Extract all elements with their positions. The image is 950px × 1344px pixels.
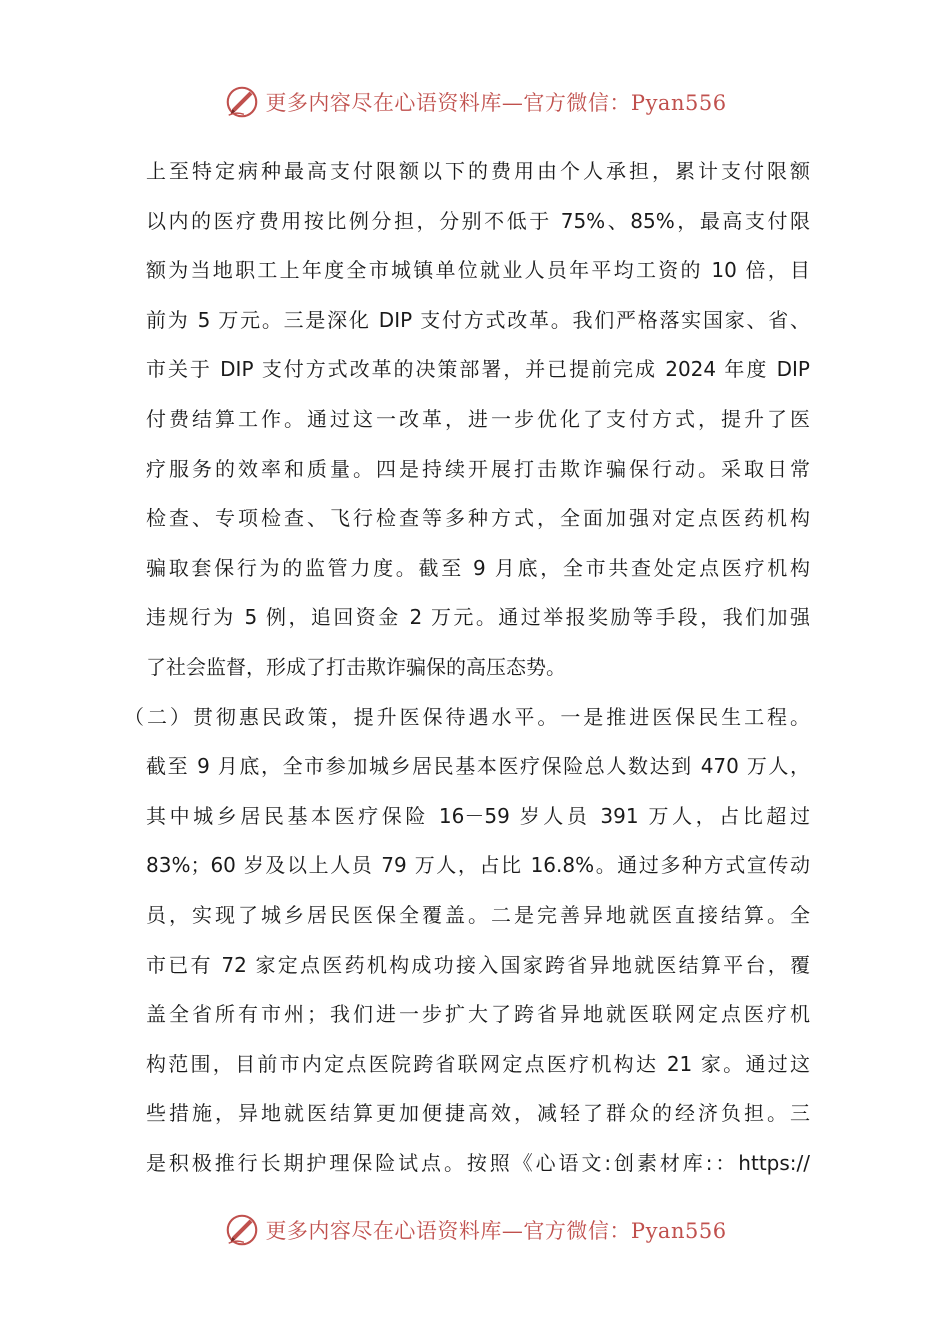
banner-text: 更多内容尽在心语资料库—官方微信：Pyan556 [265, 1219, 727, 1243]
section-heading-line: （二）贯彻惠民政策，提升医保待遇水平。一是推进医保民生工程。 [124, 704, 810, 729]
text-line: 是积极推行长期护理保险试点。按照《心语文:创素材库:：https:// [146, 1150, 810, 1175]
text-line: 些措施，异地就医结算更加便捷高效，减轻了群众的经济负担。三 [146, 1101, 810, 1126]
text-line: 骗取套保行为的监管力度。截至 9 月底，全市共查处定点医疗机构 [146, 555, 810, 580]
text-line: 市已有 72 家定点医药机构成功接入国家跨省异地就医结算平台，覆 [146, 952, 810, 977]
footer-banner [0, 1210, 950, 1250]
pen-logo-icon [223, 1211, 261, 1249]
text-line: 其中城乡居民基本医疗保险 16－59 岁人员 391 万人，占比超过 [146, 803, 810, 828]
text-line: 前为 5 万元。三是深化 DIP 支付方式改革。我们严格落实国家、省、 [146, 307, 810, 332]
text-line: 构范围，目前市内定点医院跨省联网定点医疗机构达 21 家。通过这 [146, 1051, 810, 1076]
document-body [124, 147, 810, 1188]
text-line: 83%；60 岁及以上人员 79 万人，占比 16.8%。通过多种方式宣传动 [146, 853, 810, 878]
text-line: 疗服务的效率和质量。四是持续开展打击欺诈骗保行动。采取日常 [146, 456, 810, 481]
header-banner [0, 82, 950, 122]
text-line: 员，实现了城乡居民医保全覆盖。二是完善异地就医直接结算。全 [146, 902, 810, 927]
text-line: 付费结算工作。通过这一改革，进一步优化了支付方式，提升了医 [146, 406, 810, 431]
banner-text: 更多内容尽在心语资料库—官方微信：Pyan556 [265, 91, 727, 115]
text-line: 了社会监督，形成了打击欺诈骗保的高压态势。 [146, 654, 566, 679]
text-line: 检查、专项检查、飞行检查等多种方式，全面加强对定点医药机构 [146, 506, 810, 531]
text-line: 上至特定病种最高支付限额以下的费用由个人承担，累计支付限额 [146, 159, 810, 183]
pen-logo-icon [223, 83, 261, 121]
text-line: 截至 9 月底，全市参加城乡居民基本医疗保险总人数达到 470 万人， [146, 754, 810, 779]
text-line: 违规行为 5 例，追回资金 2 万元。通过举报奖励等手段，我们加强 [146, 605, 810, 630]
text-line: 以内的医疗费用按比例分担，分别不低于 75%、85%，最高支付限 [146, 208, 810, 233]
text-line: 额为当地职工上年度全市城镇单位就业人员年平均工资的 10 倍，目 [146, 258, 810, 283]
text-line: 盖全省所有市州；我们进一步扩大了跨省异地就医联网定点医疗机 [146, 1002, 810, 1027]
text-line: 市关于 DIP 支付方式改革的决策部署，并已提前完成 2024 年度 DIP [146, 357, 810, 382]
